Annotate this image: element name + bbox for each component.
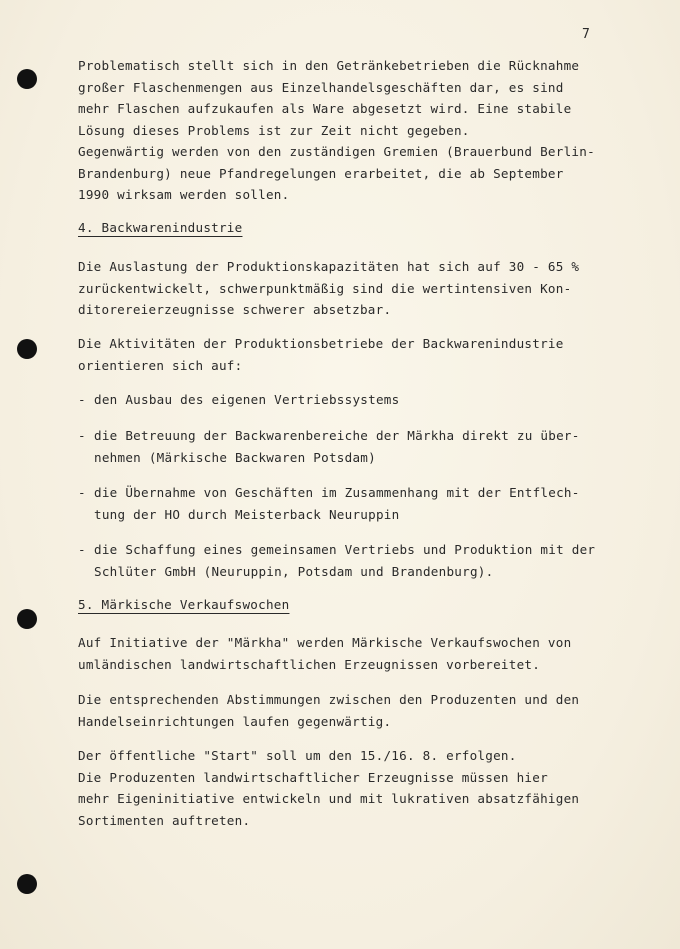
bullet-marker: -: [78, 428, 86, 443]
bullet-marker: -: [78, 392, 86, 407]
section-5-paragraph-2: Die entsprechenden Abstimmungen zwischen den Produzenten und den Handelseinrichtungen laufen gegenwärtig.: [78, 692, 580, 729]
intro-paragraph: Problematisch stellt sich in den Getränkebetrieben die Rücknahme großer Flaschenmengen aus Einzelhandelsgeschäften dar, es sind mehr Flaschen aufzukaufen als Ware abgesetzt wird. Eine stabile Lösung dieses Problems ist zur Zeit nicht gegeben. Gegenwärtig werden von den zuständigen Gremien (Brauerbund Berlin- Brandenburg) neue Pfandregelungen erarbeitet, die ab September 1990 wirksam werden sollen.: [78, 58, 595, 202]
page-number: 7: [582, 27, 590, 42]
punch-hole: [17, 69, 37, 89]
section-5-paragraph-3: Der öffentliche "Start" soll um den 15./16. 8. erfolgen. Die Produzenten landwirtschaftlicher Erzeugnisse müssen hier mehr Eigeninitiative entwickeln und mit lukrativen absatzfähigen Sortimenten auftreten.: [78, 748, 580, 828]
section-4-paragraph-1: Die Auslastung der Produktionskapazitäten hat sich auf 30 - 65 % zurückentwickelt, schwerpunktmäßig sind die wertintensiven Kon- ditorereierzeugnisse schwerer absetzbar.: [78, 259, 580, 317]
punch-hole: [17, 874, 37, 894]
section-4-paragraph-2: Die Aktivitäten der Produktionsbetriebe der Backwarenindustrie orientieren sich auf:: [78, 336, 564, 373]
bullet-marker: -: [78, 542, 86, 557]
bullet-marker: -: [78, 485, 86, 500]
punch-hole: [17, 609, 37, 629]
section-4-heading: 4. Backwarenindustrie: [78, 220, 243, 235]
punch-hole: [17, 339, 37, 359]
list-item-text: die Betreuung der Backwarenbereiche der Märkha direkt zu über- nehmen (Märkische Backwaren Potsdam): [94, 428, 580, 465]
list-item-text: die Übernahme von Geschäften im Zusammenhang mit der Entflech- tung der HO durch Meisterback Neuruppin: [94, 485, 580, 522]
list-item-text: den Ausbau des eigenen Vertriebssystems: [94, 392, 400, 407]
list-item-text: die Schaffung eines gemeinsamen Vertriebs und Produktion mit der Schlüter GmbH (Neuruppin, Potsdam und Brandenburg).: [94, 542, 596, 579]
section-5-heading: 5. Märkische Verkaufswochen: [78, 597, 290, 612]
section-5-paragraph-1: Auf Initiative der "Märkha" werden Märkische Verkaufswochen von umländischen landwirtschaftlichen Erzeugnissen vorbereitet.: [78, 635, 572, 672]
